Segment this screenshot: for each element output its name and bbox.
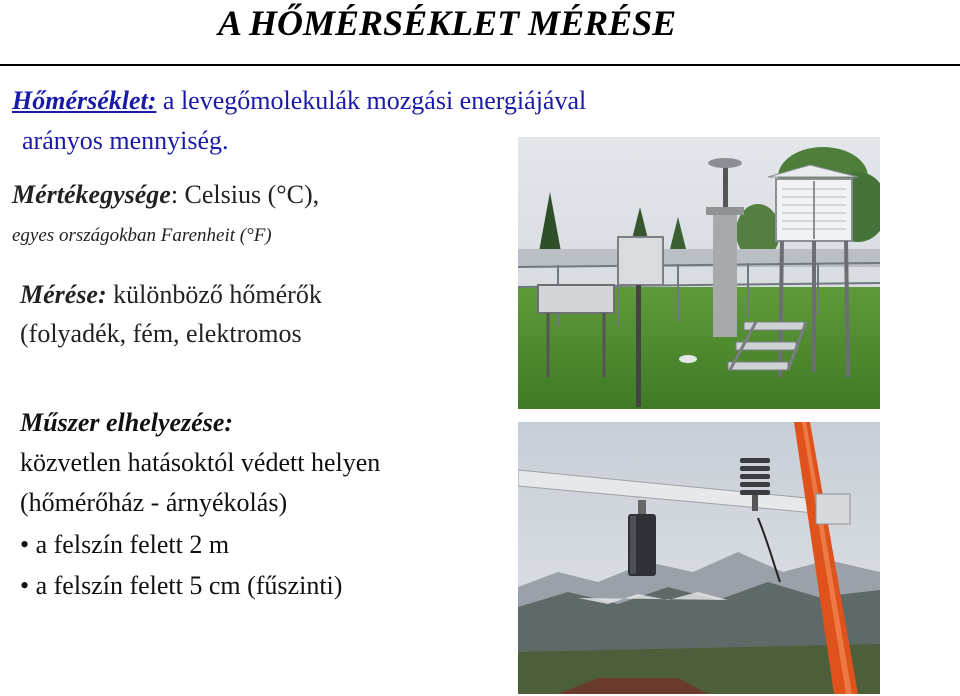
unit-text: : Celsius (°C), bbox=[170, 180, 320, 209]
placement-line-2: (hőmérőház - árnyékolás) bbox=[20, 488, 288, 517]
placement-heading: Műszer elhelyezése: bbox=[20, 408, 234, 437]
measurement-line-2: (folyadék, fém, elektromos bbox=[20, 319, 302, 348]
unit-line bbox=[12, 181, 319, 210]
measurement-text-1: különböző hőmérők bbox=[106, 280, 322, 309]
unit-term: Mértékegysége bbox=[12, 180, 171, 209]
bullet-item-2m: • a felszín felett 2 m bbox=[20, 530, 230, 559]
bullet-item-5cm: • a felszín felett 5 cm (fűszinti) bbox=[20, 571, 343, 600]
definition-text-1: a levegőmolekulák mozgási energiájával bbox=[156, 86, 587, 115]
definition-term: Hőmérséklet: bbox=[12, 86, 157, 115]
placement-line-1: közvetlen hatásoktól védett helyen bbox=[20, 448, 381, 477]
title-divider bbox=[0, 64, 960, 66]
slide-title: A HŐMÉRSÉKLET MÉRÉSE bbox=[218, 3, 677, 43]
definition-line-2: arányos mennyiség. bbox=[22, 126, 229, 155]
measurement-term: Mérése: bbox=[20, 280, 107, 309]
unit-note: egyes országokban Farenheit (°F) bbox=[12, 225, 272, 246]
measurement-line-1 bbox=[20, 281, 322, 310]
mast-sensor-photo bbox=[518, 422, 880, 694]
definition-line-1 bbox=[12, 87, 586, 116]
weather-station-photo bbox=[518, 137, 880, 409]
